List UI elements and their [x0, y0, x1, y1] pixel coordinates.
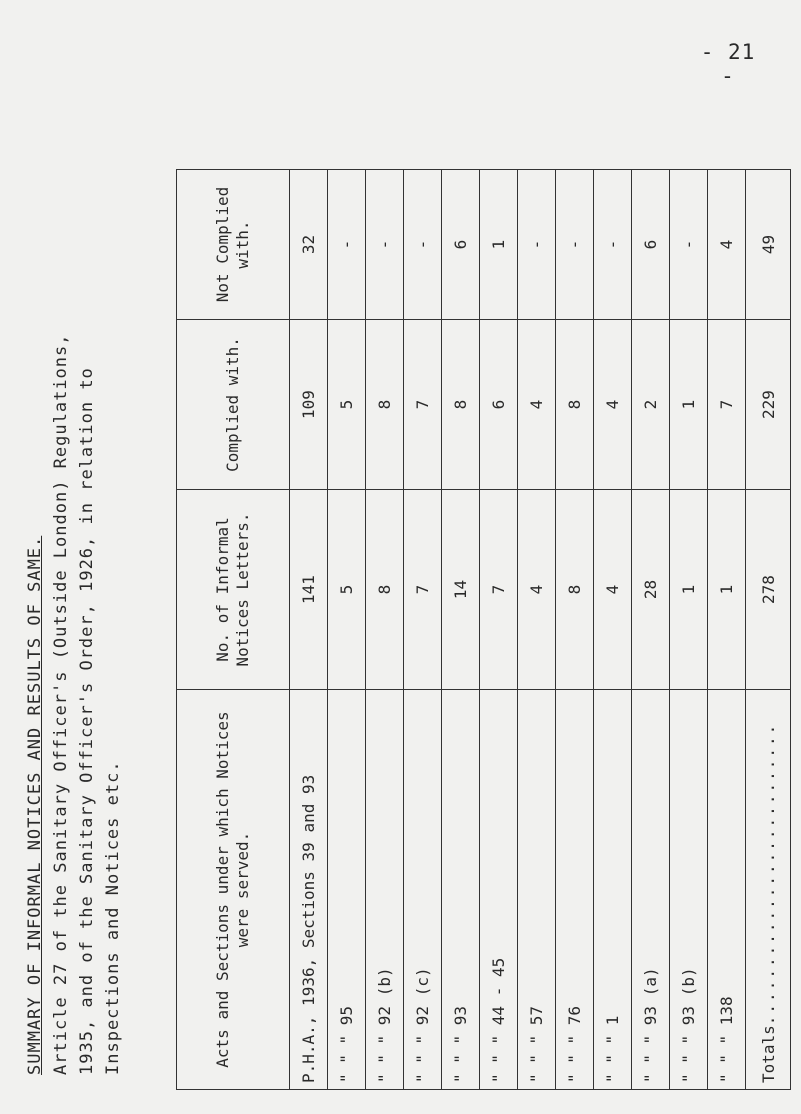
totals-served: 278	[746, 490, 791, 690]
served-cell: 8	[366, 490, 404, 690]
totals-label-text: Totals	[758, 1025, 778, 1083]
act-cell: P.H.A., 1936, Sections 39 and 93	[290, 690, 328, 1090]
act-cell: " " " 138	[708, 690, 746, 1090]
complied-cell: 8	[556, 320, 594, 490]
served-cell: 1	[670, 490, 708, 690]
not-complied-cell: -	[404, 170, 442, 320]
complied-cell: 6	[480, 320, 518, 490]
served-cell: 4	[594, 490, 632, 690]
totals-label	[746, 690, 791, 1090]
totals-not-complied: 49	[746, 170, 791, 320]
act-cell: " " " 93	[442, 690, 480, 1090]
served-cell: 7	[480, 490, 518, 690]
notices-table-wrap	[176, 170, 776, 1090]
dot-leader: ..........................	[758, 722, 778, 1026]
act-cell: " " " 57	[518, 690, 556, 1090]
act-cell: " " " 1	[594, 690, 632, 1090]
table-header-row	[177, 170, 290, 1090]
heading-block	[22, 35, 172, 1075]
table-row	[708, 170, 746, 1090]
table-row	[632, 170, 670, 1090]
act-cell: " " " 93 (b)	[670, 690, 708, 1090]
complied-cell: 4	[594, 320, 632, 490]
not-complied-cell: -	[670, 170, 708, 320]
complied-cell: 1	[670, 320, 708, 490]
page-title: SUMMARY OF INFORMAL NOTICES AND RESULTS OF SAME.	[25, 535, 45, 1075]
served-cell: 4	[518, 490, 556, 690]
served-cell: 14	[442, 490, 480, 690]
not-complied-cell: -	[556, 170, 594, 320]
table-row	[290, 170, 328, 1090]
heading-line-3: Inspections and Notices etc.	[103, 760, 123, 1075]
complied-cell: 2	[632, 320, 670, 490]
not-complied-cell: -	[518, 170, 556, 320]
served-cell: 141	[290, 490, 328, 690]
not-complied-cell: 6	[442, 170, 480, 320]
header-informal-notices: No. of Informal Notices Letters.	[177, 490, 290, 690]
not-complied-cell: 32	[290, 170, 328, 320]
act-cell: " " " 95	[328, 690, 366, 1090]
table-row	[670, 170, 708, 1090]
not-complied-cell: 6	[632, 170, 670, 320]
complied-cell: 7	[708, 320, 746, 490]
complied-cell: 109	[290, 320, 328, 490]
not-complied-cell: -	[328, 170, 366, 320]
table-row	[518, 170, 556, 1090]
complied-cell: 4	[518, 320, 556, 490]
served-cell: 8	[556, 490, 594, 690]
complied-cell: 5	[328, 320, 366, 490]
totals-complied: 229	[746, 320, 791, 490]
served-cell: 5	[328, 490, 366, 690]
act-cell: " " " 76	[556, 690, 594, 1090]
complied-cell: 8	[366, 320, 404, 490]
act-cell: " " " 44 - 45	[480, 690, 518, 1090]
act-cell: " " " 93 (a)	[632, 690, 670, 1090]
not-complied-cell: 4	[708, 170, 746, 320]
header-complied: Complied with.	[177, 320, 290, 490]
served-cell: 1	[708, 490, 746, 690]
page-number: - 21 -	[700, 40, 756, 88]
table-row	[328, 170, 366, 1090]
not-complied-cell: 1	[480, 170, 518, 320]
table-row	[556, 170, 594, 1090]
served-cell: 28	[632, 490, 670, 690]
not-complied-cell: -	[366, 170, 404, 320]
table-row	[366, 170, 404, 1090]
table-row	[442, 170, 480, 1090]
header-acts-sections: Acts and Sections under which Notices were served.	[177, 690, 290, 1090]
table-row	[594, 170, 632, 1090]
complied-cell: 7	[404, 320, 442, 490]
served-cell: 7	[404, 490, 442, 690]
complied-cell: 8	[442, 320, 480, 490]
heading-line-2: 1935, and of the Sanitary Officer's Order, 1926, in relation to	[77, 367, 97, 1075]
table-row	[404, 170, 442, 1090]
act-cell: " " " 92 (b)	[366, 690, 404, 1090]
totals-row	[746, 170, 791, 1090]
header-not-complied: Not Complied with.	[177, 170, 290, 320]
not-complied-cell: -	[594, 170, 632, 320]
act-cell: " " " 92 (c)	[404, 690, 442, 1090]
heading-line-1: Article 27 of the Sanitary Officer's (Outside London) Regulations,	[51, 333, 71, 1075]
table-row	[480, 170, 518, 1090]
notices-table	[176, 169, 791, 1090]
